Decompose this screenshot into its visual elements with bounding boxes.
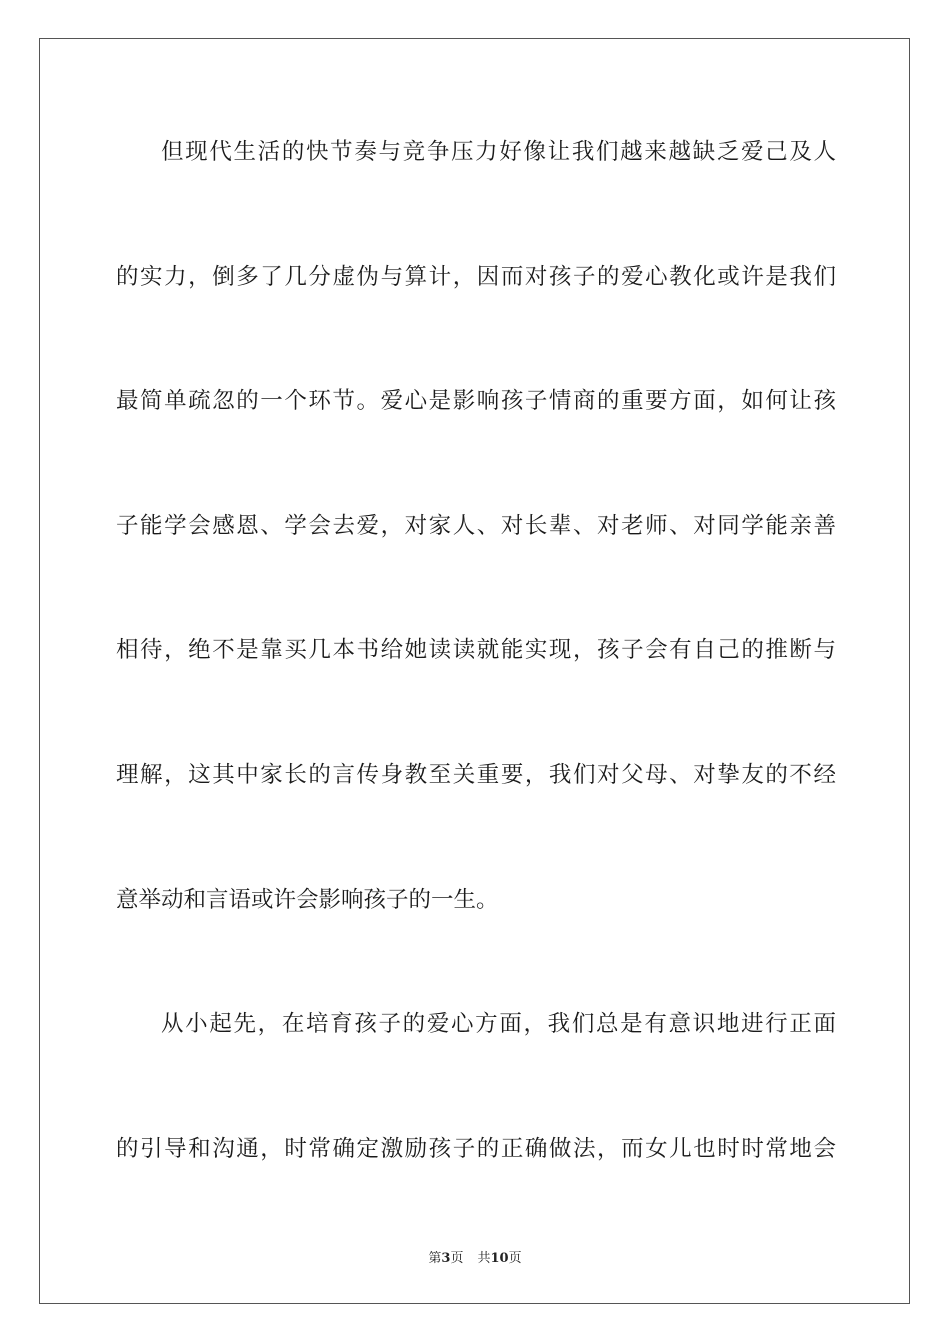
page-footer xyxy=(0,1247,950,1266)
paragraph-line: 相待，绝不是靠买几本书给她读读就能实现，孩子会有自己的推断与 xyxy=(116,637,836,664)
document-body xyxy=(116,128,836,1249)
paragraph-line: 的引导和沟通，时常确定激励孩子的正确做法，而女儿也时时常地会 xyxy=(116,1135,836,1162)
paragraph-line: 最简单疏忽的一个环节。爱心是影响孩子情商的重要方面，如何让孩 xyxy=(116,388,836,415)
page-prefix: 第 xyxy=(428,1251,442,1266)
paragraph-line: 意举动和言语或许会影响孩子的一生。 xyxy=(116,886,499,913)
paragraph-line: 子能学会感恩、学会去爱，对家人、对长辈、对老师、对同学能亲善 xyxy=(116,512,836,539)
total-pages: 10 xyxy=(490,1251,509,1266)
total-prefix: 共 xyxy=(477,1251,491,1266)
paragraph-line: 理解，这其中家长的言传身教至关重要，我们对父母、对挚友的不经 xyxy=(116,761,836,788)
page-suffix: 页 xyxy=(450,1251,464,1266)
page-number: 3 xyxy=(441,1251,451,1266)
paragraph-line: 但现代生活的快节奏与竞争压力好像让我们越来越缺乏爱己及人 xyxy=(161,139,836,165)
paragraph-line: 从小起先，在培育孩子的爱心方面，我们总是有意识地进行正面 xyxy=(161,1011,836,1038)
total-suffix: 页 xyxy=(508,1251,522,1266)
paragraph-line: 的实力，倒多了几分虚伪与算计，因而对孩子的爱心教化或许是我们 xyxy=(116,263,836,290)
